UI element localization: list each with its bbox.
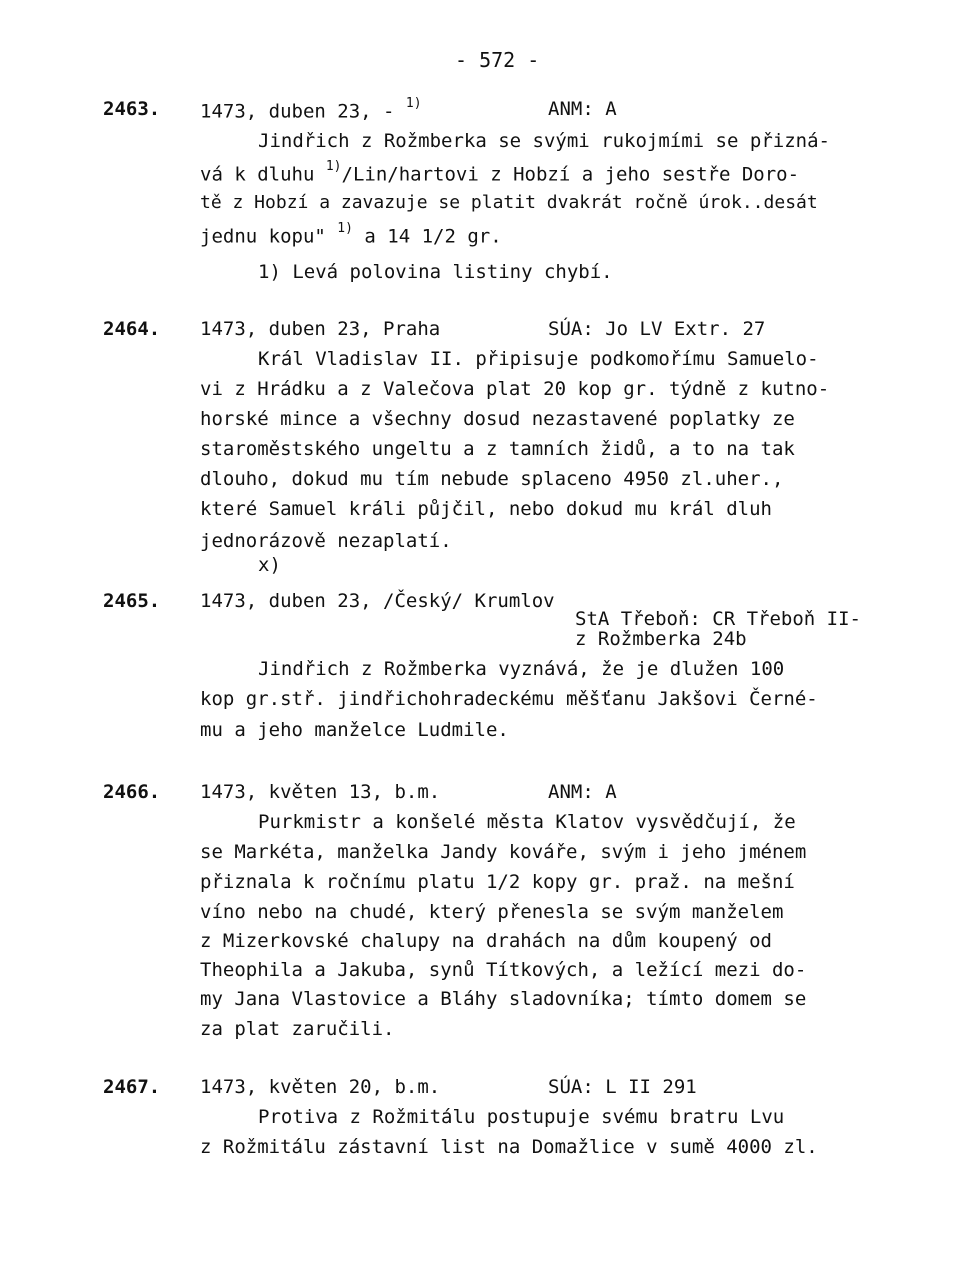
page-number: - 572 - xyxy=(455,48,540,72)
entry-source: ANM: A xyxy=(548,781,617,803)
entry-source: z Rožmberka 24b xyxy=(575,628,747,650)
entry-date: 1473, duben 23, /Český/ Krumlov xyxy=(200,590,555,612)
entry-text-line: Král Vladislav II. připisuje podkomořímu Samuelo- xyxy=(258,348,819,370)
entry-source: ANM: A xyxy=(548,98,617,120)
entry-number: 2467. xyxy=(103,1076,161,1098)
entry-text-line: se Markéta, manželka Jandy kováře, svým i jeho jménem xyxy=(200,841,807,863)
entry-text-line: Purkmistr a konšelé města Klatov vysvědčují, že xyxy=(258,811,796,833)
entry-text-line: tě z Hobzí a zavazuje se platit dvakrát ročně úrok..desát xyxy=(200,192,818,213)
footnote-ref: 1) xyxy=(405,96,422,111)
entry-date: 1473, květen 20, b.m. xyxy=(200,1076,441,1098)
entry-text-line: Protiva z Rožmitálu postupuje svému bratru Lvu xyxy=(258,1106,785,1128)
entry-text-line: vá k dluhu $^{1)}$/Lin/hartovi z Hobzí a jeho sestře Doro- xyxy=(200,159,800,186)
entry-text-line: dlouho, dokud mu tím nebude splaceno 4950 zl.uher., xyxy=(200,468,784,490)
entry-text-line: za plat zaručili. xyxy=(200,1018,395,1040)
footnote-ref: 1) xyxy=(325,159,342,174)
entry-text-line: vi z Hrádku a z Valečova plat 20 kop gr. týdně z kutno- xyxy=(200,378,830,400)
entry-number: 2465. xyxy=(103,590,161,612)
entry-text-line: Jindřich z Rožmberka se svými rukojmími se přizná- xyxy=(258,130,830,152)
entry-text-line: přiznala k ročnímu platu 1/2 kopy gr. praž. na mešní xyxy=(200,871,795,893)
entry-text-line: Jindřich z Rožmberka vyznává, že je dlužen 100 xyxy=(258,658,785,680)
entry-text-line: jednorázově nezaplatí. xyxy=(200,530,452,552)
entry-text-line: staroměstského ungeltu a z tamních židů, a to na tak xyxy=(200,438,795,460)
entry-date: 1473, duben 23, - $^{1)}$ xyxy=(200,96,422,123)
entry-text-line: horské mince a všechny dosud nezastavené poplatky ze xyxy=(200,408,795,430)
entry-text-line: z Rožmitálu zástavní list na Domažlice v sumě 4000 zl. xyxy=(200,1136,818,1158)
entry-date: 1473, duben 23, Praha xyxy=(200,318,441,340)
entry-text-line: mu a jeho manželce Ludmile. xyxy=(200,719,509,741)
entry-text-line: jednu kopu" $^{1)}$ a 14 1/2 gr. xyxy=(200,221,502,248)
entry-source: SÚA: L II 291 xyxy=(548,1076,697,1098)
entry-text-line: které Samuel králi půjčil, nebo dokud mu král dluh xyxy=(200,498,772,520)
entry-text-line: Theophila a Jakuba, synů Títkových, a ležící mezi do- xyxy=(200,959,807,981)
entry-number: 2466. xyxy=(103,781,161,803)
entry-date: 1473, květen 13, b.m. xyxy=(200,781,441,803)
footnote: 1) Levá polovina listiny chybí. xyxy=(258,261,613,283)
entry-number: 2464. xyxy=(103,318,161,340)
entry-source: SÚA: Jo LV Extr. 27 xyxy=(548,318,766,340)
footnote-ref: 1) xyxy=(337,221,353,236)
entry-text-line: kop gr.stř. jindřichohradeckému měšťanu Jakšovi Černé- xyxy=(200,688,818,710)
entry-source: StA Třeboň: CR Třeboň II- xyxy=(575,608,861,630)
entry-mark: x) xyxy=(258,554,281,576)
entry-text-line: my Jana Vlastovice a Bláhy sladovníka; tímto domem se xyxy=(200,988,807,1010)
entry-number: 2463. xyxy=(103,98,161,120)
entry-text-line: z Mizerkovské chalupy na drahách na dům koupený od xyxy=(200,930,772,952)
entry-text-line: víno nebo na chudé, který přenesla se svým manželem xyxy=(200,901,784,923)
